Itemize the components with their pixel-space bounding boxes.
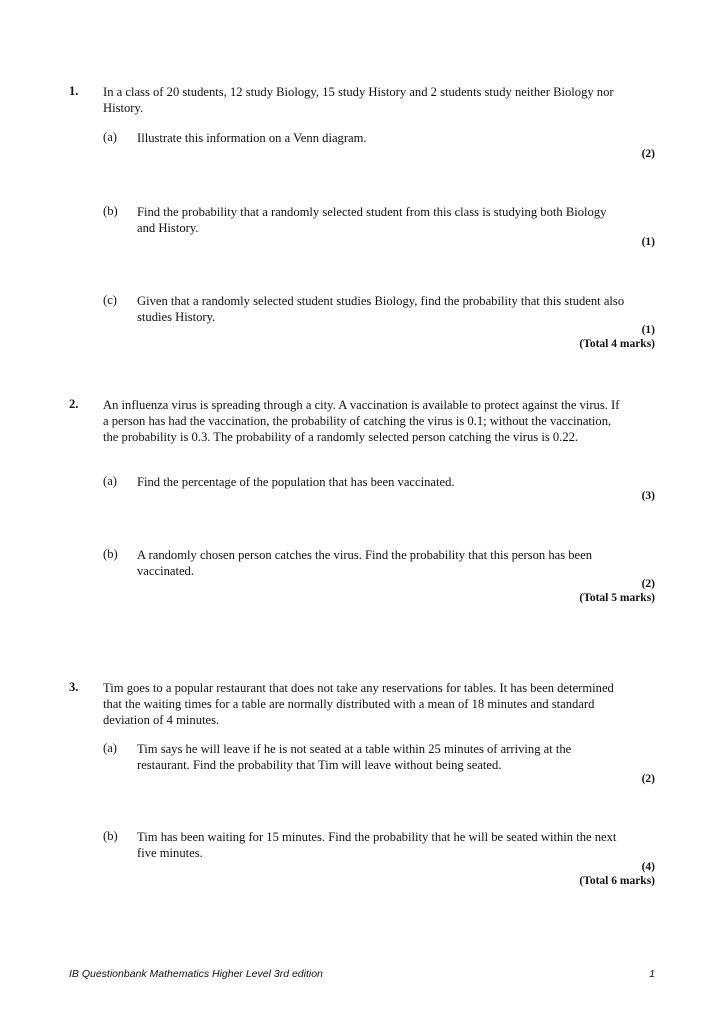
question-2a-marks: (3) bbox=[641, 490, 655, 502]
question-2a-label: (a) bbox=[103, 474, 117, 488]
question-3a-label: (a) bbox=[103, 741, 117, 755]
question-3b-label: (b) bbox=[103, 829, 118, 843]
question-1a-label: (a) bbox=[103, 130, 117, 144]
question-3a-marks: (2) bbox=[641, 773, 655, 785]
question-1a-marks: (2) bbox=[641, 148, 655, 160]
question-3-total: (Total 6 marks) bbox=[579, 875, 655, 887]
question-3a-text: Tim says he will leave if he is not seated at a table within 25 minutes of arriving at the restaurant. Find the probability that Tim will leave without being seated. bbox=[137, 742, 572, 772]
question-3-number: 3. bbox=[69, 680, 79, 694]
question-1c-text: Given that a randomly selected student studies Biology, find the probability that this student also studies History. bbox=[137, 294, 625, 324]
question-3b-text: Tim has been waiting for 15 minutes. Find the probability that he will be seated within the next five minutes. bbox=[137, 830, 617, 860]
question-1-stem: In a class of 20 students, 12 study Biology, 15 study History and 2 students study neither Biology nor History. bbox=[103, 85, 614, 115]
question-2b-label: (b) bbox=[103, 547, 118, 561]
footer-page-number: 1 bbox=[649, 968, 655, 980]
question-3b-marks: (4) bbox=[641, 861, 655, 873]
question-1b-label: (b) bbox=[103, 204, 118, 218]
question-1b-text: Find the probability that a randomly selected student from this class is studying both Biology and History. bbox=[137, 205, 607, 235]
question-2a-text: Find the percentage of the population that has been vaccinated. bbox=[137, 475, 455, 489]
question-3-stem: Tim goes to a popular restaurant that does not take any reservations for tables. It has been determined that the waiting times for a table are normally distributed with a mean of 18 minutes and standard deviation of 4 minutes. bbox=[103, 681, 614, 727]
question-1b-marks: (1) bbox=[641, 236, 655, 248]
question-2-stem: An influenza virus is spreading through a city. A vaccination is available to protect against the virus. If a person has had the vaccination, the probability of catching the virus is 0.1; without the vaccination, the probability is 0.3. The probability of a randomly selected person catching the virus is 0.22. bbox=[103, 398, 620, 444]
question-1a-text: Illustrate this information on a Venn diagram. bbox=[137, 131, 367, 145]
question-1-total: (Total 4 marks) bbox=[579, 338, 655, 350]
question-1c-label: (c) bbox=[103, 293, 117, 307]
question-1c-marks: (1) bbox=[641, 324, 655, 336]
question-2b-marks: (2) bbox=[641, 578, 655, 590]
question-2-total: (Total 5 marks) bbox=[579, 592, 655, 604]
question-2-number: 2. bbox=[69, 397, 79, 411]
question-2b-text: A randomly chosen person catches the virus. Find the probability that this person has been vaccinated. bbox=[137, 548, 593, 578]
question-1-number: 1. bbox=[69, 84, 79, 98]
footer-source: IB Questionbank Mathematics Higher Level 3rd edition bbox=[69, 968, 323, 980]
